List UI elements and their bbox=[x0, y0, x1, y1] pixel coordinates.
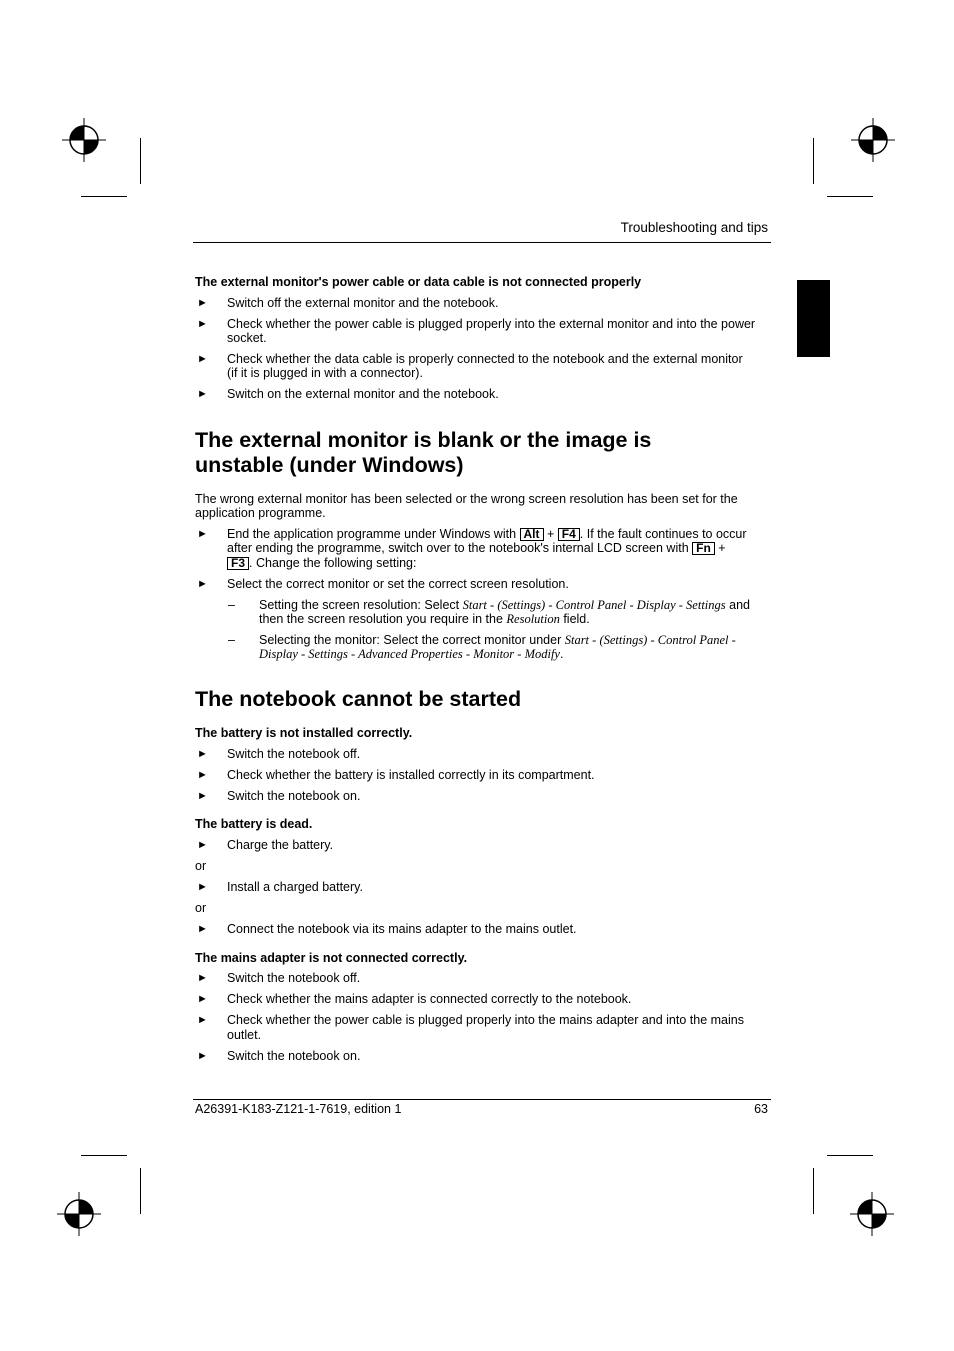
menu-path: Start - (Settings) - Control Panel - Display - Settings bbox=[462, 598, 726, 612]
list-item bbox=[227, 527, 747, 542]
registration-mark-top-left bbox=[62, 118, 106, 162]
bullet-icon: ► bbox=[197, 748, 208, 760]
list-item: Switch the notebook on. bbox=[227, 1049, 361, 1063]
list-item: Switch off the external monitor and the notebook. bbox=[227, 296, 499, 310]
key-f3: F3 bbox=[227, 557, 249, 570]
crop-line bbox=[81, 196, 127, 197]
subheading: The mains adapter is not connected correctly. bbox=[195, 951, 468, 965]
bullet-icon: ► bbox=[197, 972, 208, 984]
text: Selecting the monitor: Select the correct monitor under bbox=[259, 633, 565, 647]
menu-path: Display - Settings - Advanced Properties - Monitor - Modify bbox=[259, 647, 560, 661]
list-item: Connect the notebook via its mains adapter to the mains outlet. bbox=[227, 922, 577, 936]
section-title-cont: unstable (under Windows) bbox=[195, 453, 464, 477]
crop-line bbox=[81, 1155, 127, 1156]
list-item: Switch on the external monitor and the notebook. bbox=[227, 387, 499, 401]
bullet-icon: ► bbox=[197, 353, 208, 365]
sub-item bbox=[259, 633, 736, 648]
registration-mark-bottom-left bbox=[57, 1192, 101, 1236]
list-item: Switch the notebook on. bbox=[227, 789, 361, 803]
bullet-icon: ► bbox=[197, 318, 208, 330]
running-header: Troubleshooting and tips bbox=[620, 220, 768, 235]
text: after ending the programme, switch over to the notebook's internal LCD screen with bbox=[227, 541, 693, 555]
list-item-cont: (if it is plugged in with a connector). bbox=[227, 366, 423, 380]
subheading: The external monitor's power cable or data cable is not connected properly bbox=[195, 275, 642, 289]
key-f4: F4 bbox=[558, 528, 580, 541]
list-item: Select the correct monitor or set the correct screen resolution. bbox=[227, 577, 569, 591]
crop-line bbox=[813, 138, 814, 184]
subheading: The battery is dead. bbox=[195, 817, 313, 831]
registration-mark-top-right bbox=[851, 118, 895, 162]
dash-icon: – bbox=[228, 633, 235, 647]
chapter-thumb-tab bbox=[797, 280, 830, 357]
bullet-icon: ► bbox=[197, 993, 208, 1005]
registration-mark-bottom-right bbox=[850, 1192, 894, 1236]
bullet-icon: ► bbox=[197, 923, 208, 935]
list-item: Check whether the power cable is plugged properly into the external monitor and into the power bbox=[227, 317, 756, 331]
crop-line bbox=[827, 1155, 873, 1156]
text: + bbox=[543, 527, 558, 541]
text: End the application programme under Windows with bbox=[227, 527, 520, 541]
sub-item bbox=[259, 598, 750, 613]
footer-rule bbox=[193, 1099, 771, 1100]
menu-path: Start - (Settings) - Control Panel - bbox=[564, 633, 736, 647]
list-item: Check whether the mains adapter is connected correctly to the notebook. bbox=[227, 992, 632, 1006]
text: field. bbox=[559, 612, 590, 626]
text: and bbox=[725, 598, 750, 612]
list-item: Switch the notebook off. bbox=[227, 971, 361, 985]
paragraph-cont: application programme. bbox=[195, 506, 326, 520]
text: + bbox=[714, 541, 726, 555]
section-title: The notebook cannot be started bbox=[195, 687, 522, 711]
bullet-icon: ► bbox=[197, 839, 208, 851]
text: . bbox=[559, 647, 564, 661]
list-item: Check whether the power cable is plugged properly into the mains adapter and into the mains bbox=[227, 1013, 744, 1027]
bullet-icon: ► bbox=[197, 881, 208, 893]
list-item-cont bbox=[227, 556, 416, 571]
field-name: Resolution bbox=[506, 612, 560, 626]
sub-item-cont bbox=[259, 612, 590, 627]
subheading: The battery is not installed correctly. bbox=[195, 726, 413, 740]
crop-line bbox=[140, 138, 141, 184]
text: then the screen resolution you require in the bbox=[259, 612, 507, 626]
bullet-icon: ► bbox=[197, 1014, 208, 1026]
bullet-icon: ► bbox=[197, 388, 208, 400]
list-item-cont: outlet. bbox=[227, 1028, 262, 1042]
list-item-cont: socket. bbox=[227, 331, 267, 345]
header-rule bbox=[193, 242, 771, 243]
dash-icon: – bbox=[228, 598, 235, 612]
list-item-cont bbox=[227, 541, 726, 556]
key-fn: Fn bbox=[692, 542, 715, 555]
bullet-icon: ► bbox=[197, 528, 208, 540]
list-item: Charge the battery. bbox=[227, 838, 334, 852]
crop-line bbox=[827, 196, 873, 197]
sub-item-cont bbox=[259, 647, 563, 662]
bullet-icon: ► bbox=[197, 790, 208, 802]
bullet-icon: ► bbox=[197, 1050, 208, 1062]
bullet-icon: ► bbox=[197, 578, 208, 590]
text: . If the fault continues to occur bbox=[579, 527, 747, 541]
or-label: or bbox=[195, 859, 207, 873]
page-number: 63 bbox=[754, 1102, 768, 1116]
crop-line bbox=[813, 1168, 814, 1214]
list-item: Check whether the battery is installed correctly in its compartment. bbox=[227, 768, 595, 782]
list-item: Check whether the data cable is properly connected to the notebook and the external monitor bbox=[227, 352, 743, 366]
text: Setting the screen resolution: Select bbox=[259, 598, 463, 612]
bullet-icon: ► bbox=[197, 769, 208, 781]
document-id: A26391-K183-Z121-1-7619, edition 1 bbox=[195, 1102, 402, 1116]
paragraph: The wrong external monitor has been selected or the wrong screen resolution has been set for the bbox=[195, 492, 738, 506]
section-title: The external monitor is blank or the image is bbox=[195, 428, 652, 452]
crop-line bbox=[140, 1168, 141, 1214]
or-label: or bbox=[195, 901, 207, 915]
list-item: Install a charged battery. bbox=[227, 880, 363, 894]
list-item: Switch the notebook off. bbox=[227, 747, 361, 761]
bullet-icon: ► bbox=[197, 297, 208, 309]
key-alt: Alt bbox=[520, 528, 544, 541]
text: . Change the following setting: bbox=[249, 556, 417, 570]
